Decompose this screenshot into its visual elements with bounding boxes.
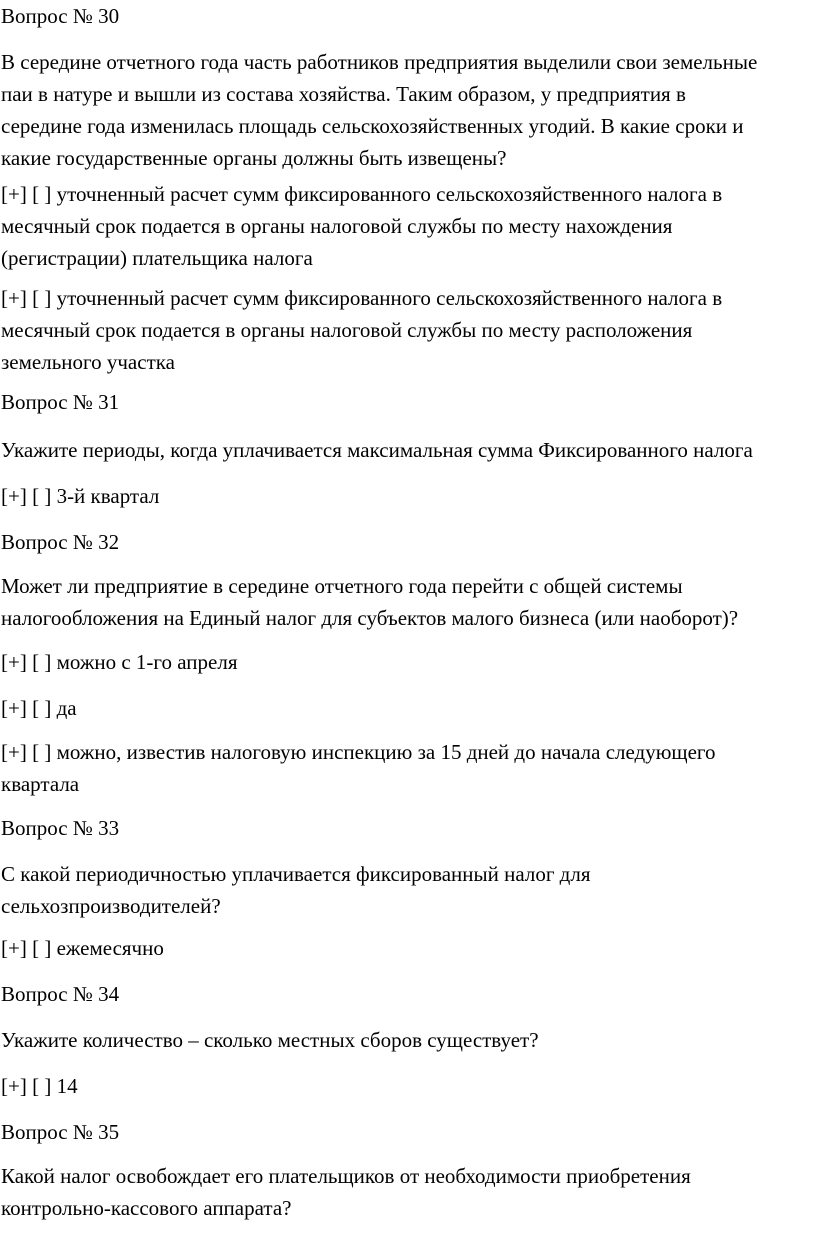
question-text: В середине отчетного года часть работников предприятия выделили свои земельные паи в натуре и вышли из состава хозяйства. Таким образом, у предприятия в середине года изменилась площадь сельскохозяйственных угодий. В какие сроки и какие государственные органы должны быть извещены? bbox=[1, 50, 758, 170]
question-title: Вопрос № 35 bbox=[1, 1120, 120, 1144]
question-title: Вопрос № 34 bbox=[1, 982, 120, 1006]
answer-option: [+] [ ] уточненный расчет сумм фиксированного сельскохозяйственного налога в месячный срок подается в органы налоговой службы по месту нахождения (регистрации) плательщика налога bbox=[1, 182, 723, 270]
question-text: Укажите периоды, когда уплачивается максимальная сумма Фиксированного налога bbox=[1, 438, 753, 462]
question-title: Вопрос № 30 bbox=[1, 4, 120, 28]
answer-option: [+] [ ] уточненный расчет сумм фиксированного сельскохозяйственного налога в месячный срок подается в органы налоговой службы по месту расположения земельного участка bbox=[1, 286, 723, 374]
question-text: Какой налог освобождает его плательщиков от необходимости приобретения контрольно-кассового аппарата? bbox=[1, 1164, 691, 1220]
question-title: Вопрос № 33 bbox=[1, 816, 120, 840]
answer-option: [+] [ ] 3-й квартал bbox=[1, 484, 160, 508]
answer-option: [+] [ ] да bbox=[1, 696, 77, 720]
question-text: С какой периодичностью уплачивается фиксированный налог для сельхозпроизводителей? bbox=[1, 862, 591, 918]
answer-option: [+] [ ] ежемесячно bbox=[1, 936, 164, 960]
question-title: Вопрос № 32 bbox=[1, 530, 120, 554]
answer-option: [+] [ ] можно с 1-го апреля bbox=[1, 650, 238, 674]
question-text: Укажите количество – сколько местных сборов существует? bbox=[1, 1028, 539, 1052]
answer-option: [+] [ ] можно, известив налоговую инспекцию за 15 дней до начала следующего квартала bbox=[1, 740, 716, 796]
answer-option: [+] [ ] 14 bbox=[1, 1074, 78, 1098]
question-title: Вопрос № 31 bbox=[1, 390, 120, 414]
question-text: Может ли предприятие в середине отчетного года перейти с общей системы налогообложения на Единый налог для субъектов малого бизнеса (или наоборот)? bbox=[1, 574, 739, 630]
